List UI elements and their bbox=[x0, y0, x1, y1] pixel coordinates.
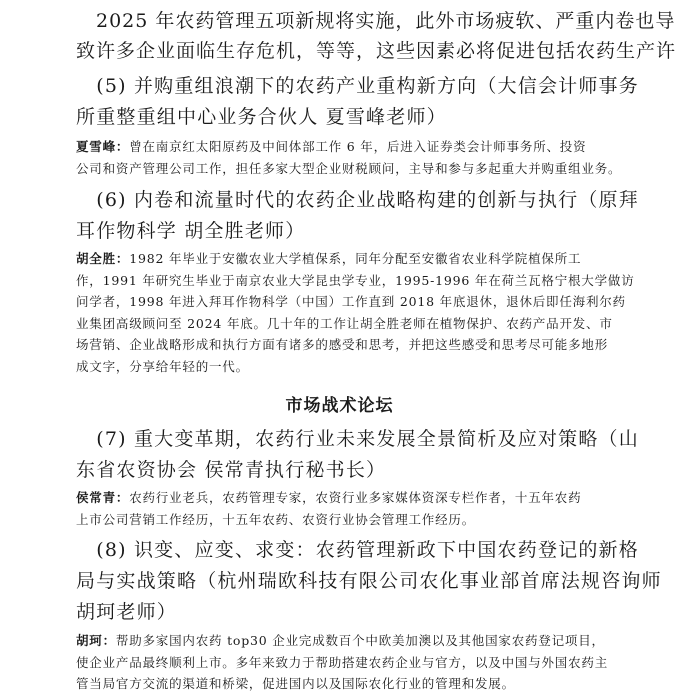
bio-name: 胡全胜： bbox=[76, 251, 130, 266]
bio-first-line bbox=[76, 630, 636, 652]
item-title-line: (8) 识变、应变、求变：农药管理新政下中国农药登记的新格 bbox=[76, 539, 639, 561]
bio-line: 场营销、企业战略形成和执行方面有诸多的感受和思考，并把这些感受和思考尽可能多地形 bbox=[76, 337, 609, 352]
bio-text: 1982 年毕业于安徽农业大学植保系，同年分配至安徽省农业科学院植保所工 bbox=[129, 251, 582, 266]
bio-line: 公司和资产管理公司工作，担任多家大型企业财税顾问，主导和参与多起重大并购重组业务。 bbox=[76, 160, 622, 176]
bio-name: 胡珂： bbox=[76, 633, 116, 648]
bio-line: 问学者，1998 年进入拜耳作物科学（中国）工作直到 2018 年底退休，退休后即任海利尔药 bbox=[76, 294, 626, 309]
item-title-line: 所重整重组中心业务合伙人 夏雪峰老师） bbox=[76, 106, 447, 128]
item-5-bio bbox=[76, 136, 636, 179]
bio-name: 夏雪峰： bbox=[76, 139, 130, 154]
item-8-bio bbox=[76, 630, 636, 695]
bio-line: 使企业产品最终顺利上市。多年来致力于帮助搭建农药企业与官方，以及中国与外国农药主 bbox=[76, 654, 609, 670]
bio-first-line bbox=[76, 487, 636, 509]
item-title-line: 局与实战策略（杭州瑞欧科技有限公司农化事业部首席法规咨询师 bbox=[76, 570, 662, 592]
intro-line: 致许多企业面临生存危机，等等，这些因素必将促进包括农药生产许 bbox=[76, 40, 677, 62]
bio-text: 曾在南京红太阳原药及中间体部工作 6 年，后进入证券类会计师事务所、投资 bbox=[129, 139, 587, 154]
item-7-title bbox=[76, 424, 639, 486]
bio-first-line bbox=[76, 248, 636, 270]
item-title-line: 耳作物科学 胡全胜老师） bbox=[76, 220, 306, 242]
bio-line: 上市公司营销工作经历，十五年农药、农资行业协会管理工作经历。 bbox=[76, 511, 476, 527]
intro-line: 2025 年农药管理五项新规将实施，此外市场疲软、严重内卷也导 bbox=[76, 10, 676, 32]
item-title-line: 胡珂老师） bbox=[76, 601, 178, 623]
item-title-line: (7) 重大变革期，农药行业未来发展全景简析及应对策略（山 bbox=[76, 428, 639, 450]
bio-line: 作，1991 年研究生毕业于南京农业大学昆虫学专业，1995-1996 年在荷兰瓦格宁根大学做访 bbox=[76, 272, 635, 288]
item-8-title bbox=[76, 535, 662, 628]
item-title-line: 东省农资协会 侯常青执行秘书长） bbox=[76, 459, 387, 481]
bio-text: 农药行业老兵，农药管理专家，农资行业多家媒体资深专栏作者，十五年农药 bbox=[129, 490, 582, 505]
item-5-title bbox=[76, 71, 639, 133]
bio-text: 帮助多家国内农药 top30 企业完成数百个中欧美加澳以及其他国家农药登记项目， bbox=[115, 633, 605, 648]
item-title-line: (5) 并购重组浪潮下的农药产业重构新方向（大信会计师事务 bbox=[76, 75, 639, 97]
bio-line: 成文字，分享给年轻的一代。 bbox=[76, 358, 249, 374]
bio-line: 管当局官方交流的渠道和桥梁，促进国内以及国际农化行业的管理和发展。 bbox=[76, 676, 515, 691]
item-6-bio bbox=[76, 248, 636, 377]
intro-paragraph bbox=[76, 6, 677, 66]
bio-first-line bbox=[76, 136, 636, 158]
item-7-bio bbox=[76, 487, 636, 530]
item-title-line: (6) 内卷和流量时代的农药企业战略构建的创新与执行（原拜 bbox=[76, 189, 639, 211]
item-6-title bbox=[76, 185, 639, 247]
bio-name: 侯常青： bbox=[76, 490, 130, 505]
bio-line: 业集团高级顾问至 2024 年底。几十年的工作让胡全胜老师在植物保护、农药产品开发、市 bbox=[76, 315, 613, 331]
section-header: 市场战术论坛 bbox=[285, 396, 394, 416]
